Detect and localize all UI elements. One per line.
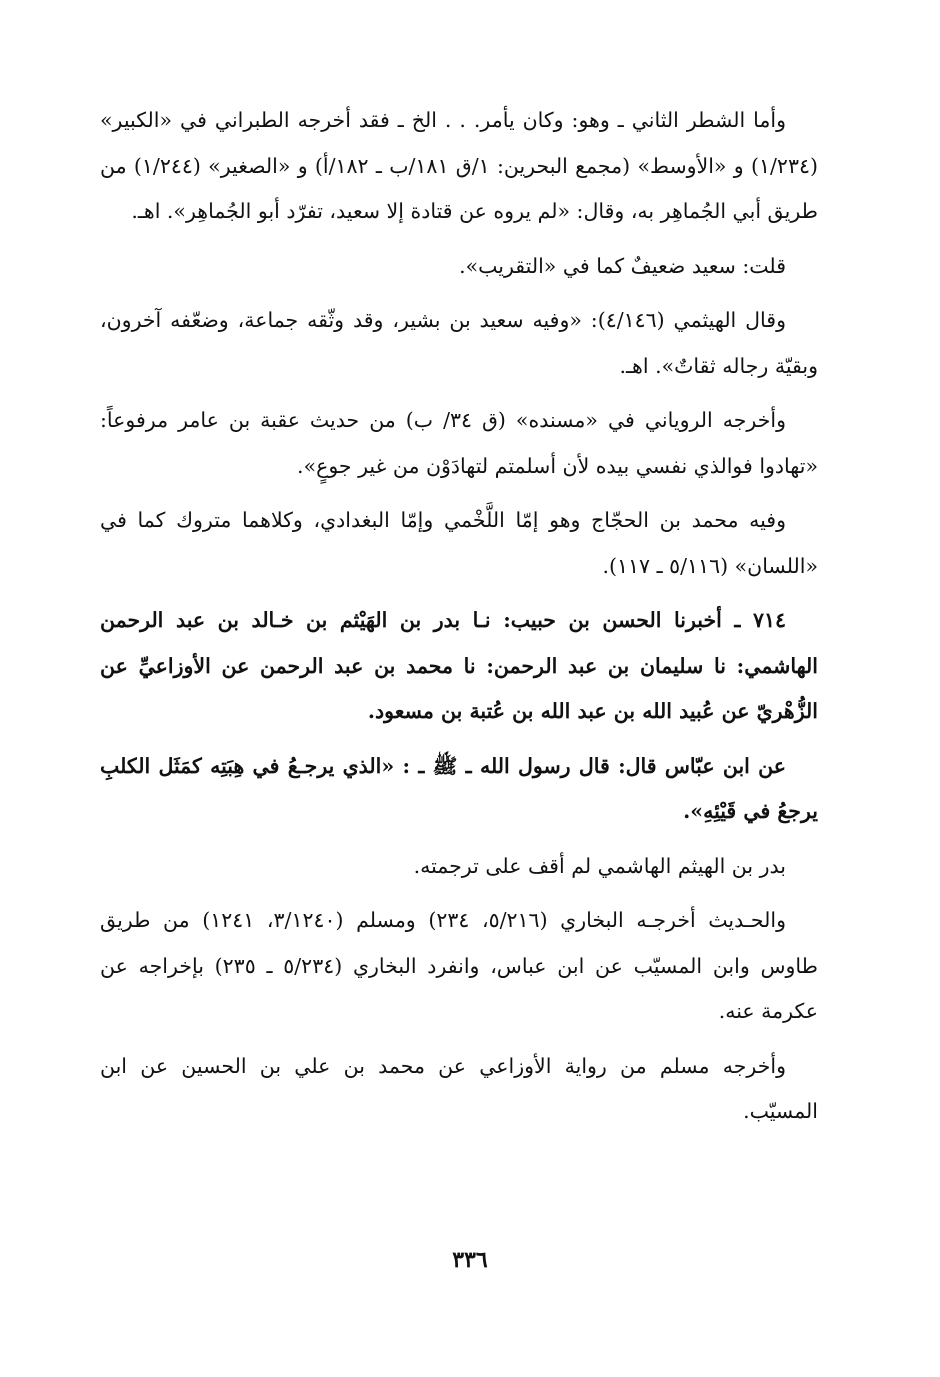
paragraph-muslim-awzai: وأخرجه مسلم من رواية الأوزاعي عن محمد بن علي بن الحسين عن ابن المسيّب. xyxy=(100,1053,818,1123)
paragraph-haythami: وقال الهيثمي (٤/١٤٦): «وفيه سعيد بن بشير، وقد وثّقه جماعة، وضعّفه آخرون، وبقيّة رجاله ثقاتٌ». اهـ. xyxy=(100,308,818,378)
hadith-714-matn: عن ابن عبّاس قال: قال رسول الله ـ ﷺ ـ : «الذي يرجـعُ في هِبَتِه كمَثَل الكلبِ يرجعُ في قَيْئِهِ». xyxy=(100,753,818,823)
page-body xyxy=(100,98,818,1135)
paragraph-ruyani: وأخرجه الروياني في «مسنده» (ق ٣٤/ ب) من حديث عقبة بن عامر مرفوعاً: «تهادوا فوالذي نفسي بيده لأن أسلمتم لتهادَوْن من غير جوعٍ». xyxy=(100,408,818,478)
paragraph-tabarani: وأما الشطر الثاني ـ وهو: وكان يأمر. . . الخ ـ فقد أخرجه الطبراني في «الكبير» (١/٢٣٤) و «الأوسط» (مجمع البحرين: ١/ق ١٨١/ب ـ ١٨٢/أ) و «الصغير» (١/٢٤٤) من طريق أبي الجُماهِر به، وقال: «لم يروه عن قتادة إلا سعيد، تفرّد أبو الجُماهِر». اهـ. xyxy=(100,108,818,223)
paragraph-taqrib: قلت: سعيد ضعيفٌ كما في «التقريب». xyxy=(459,253,786,278)
hadith-714-isnad: ٧١٤ ـ أخبرنا الحسن بن حبيب: نـا بدر بن الهَيْثم بن خـالد بن عبد الرحمن الهاشمي: نا سليمان بن عبد الرحمن: نا محمد بن عبد الرحمن عن الأوزاعيِّ عن الزُّهْريّ عن عُبيد الله بن عبد الله بن عُتبة بن مسعود. xyxy=(100,608,818,723)
paragraph-badr-ibn-haytham: بدر بن الهيثم الهاشمي لم أقف على ترجمته. xyxy=(413,853,786,878)
paragraph-bukhari-muslim: والحـديث أخرجـه البخاري (٥/٢١٦، ٢٣٤) ومسلم (٣/١٢٤٠، ١٢٤١) من طريق طاوس وابن المسيّب عن ابن عباس، وانفرد البخاري (٥/٢٣٤ ـ ٢٣٥) بإخراجه عن عكرمة عنه. xyxy=(100,908,818,1023)
page-number: ٣٣٦ xyxy=(452,1247,488,1273)
paragraph-muhammad-ibn-hajjaj: وفيه محمد بن الحجّاج وهو إمّا اللَّخْمي وإمّا البغدادي، وكلاهما متروك كما في «اللسان» (٥/١١٦ ـ ١١٧). xyxy=(100,508,818,578)
